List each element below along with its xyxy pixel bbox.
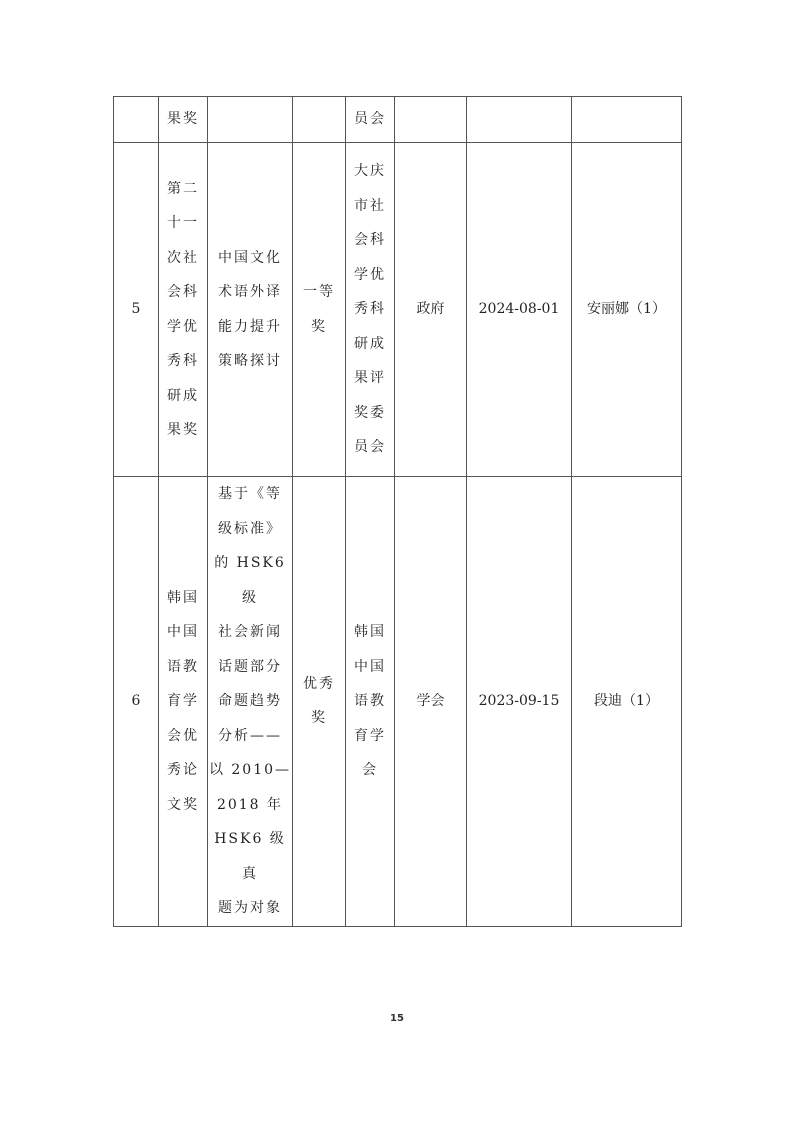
cell-title bbox=[208, 97, 293, 143]
cell-no: 6 bbox=[114, 477, 159, 927]
cell-type bbox=[395, 97, 467, 143]
cell-no: 5 bbox=[114, 143, 159, 477]
cell-issuer: 韩国 中国 语教 育学 会 bbox=[346, 477, 395, 927]
cell-award: 韩国 中国 语教 育学 会优 秀论 文奖 bbox=[159, 477, 208, 927]
awards-table-container bbox=[113, 96, 682, 927]
cell-issuer: 大庆 市社 会科 学优 秀科 研成 果评 奖委 员会 bbox=[346, 143, 395, 477]
cell-type: 学会 bbox=[395, 477, 467, 927]
cell-person: 段迪（1） bbox=[572, 477, 682, 927]
cell-type: 政府 bbox=[395, 143, 467, 477]
cell-level: 优秀 奖 bbox=[293, 477, 346, 927]
cell-title: 基于《等 级标准》 的 HSK6 级 社会新闻 话题部分 命题趋势 分析—— 以 2010— 2018 年 HSK6 级真 题为对象 bbox=[208, 477, 293, 927]
cell-person bbox=[572, 97, 682, 143]
cell-level bbox=[293, 97, 346, 143]
awards-table bbox=[113, 96, 682, 927]
cell-date: 2024-08-01 bbox=[467, 143, 572, 477]
table-row bbox=[114, 477, 682, 927]
cell-level: 一等 奖 bbox=[293, 143, 346, 477]
page-number: 15 bbox=[390, 1013, 404, 1024]
cell-no bbox=[114, 97, 159, 143]
cell-date bbox=[467, 97, 572, 143]
table-row bbox=[114, 97, 682, 143]
cell-person: 安丽娜（1） bbox=[572, 143, 682, 477]
cell-award: 果奖 bbox=[159, 97, 208, 143]
table-row bbox=[114, 143, 682, 477]
cell-award: 第二 十一 次社 会科 学优 秀科 研成 果奖 bbox=[159, 143, 208, 477]
cell-issuer: 员会 bbox=[346, 97, 395, 143]
cell-title: 中国文化 术语外译 能力提升 策略探讨 bbox=[208, 143, 293, 477]
cell-date: 2023-09-15 bbox=[467, 477, 572, 927]
